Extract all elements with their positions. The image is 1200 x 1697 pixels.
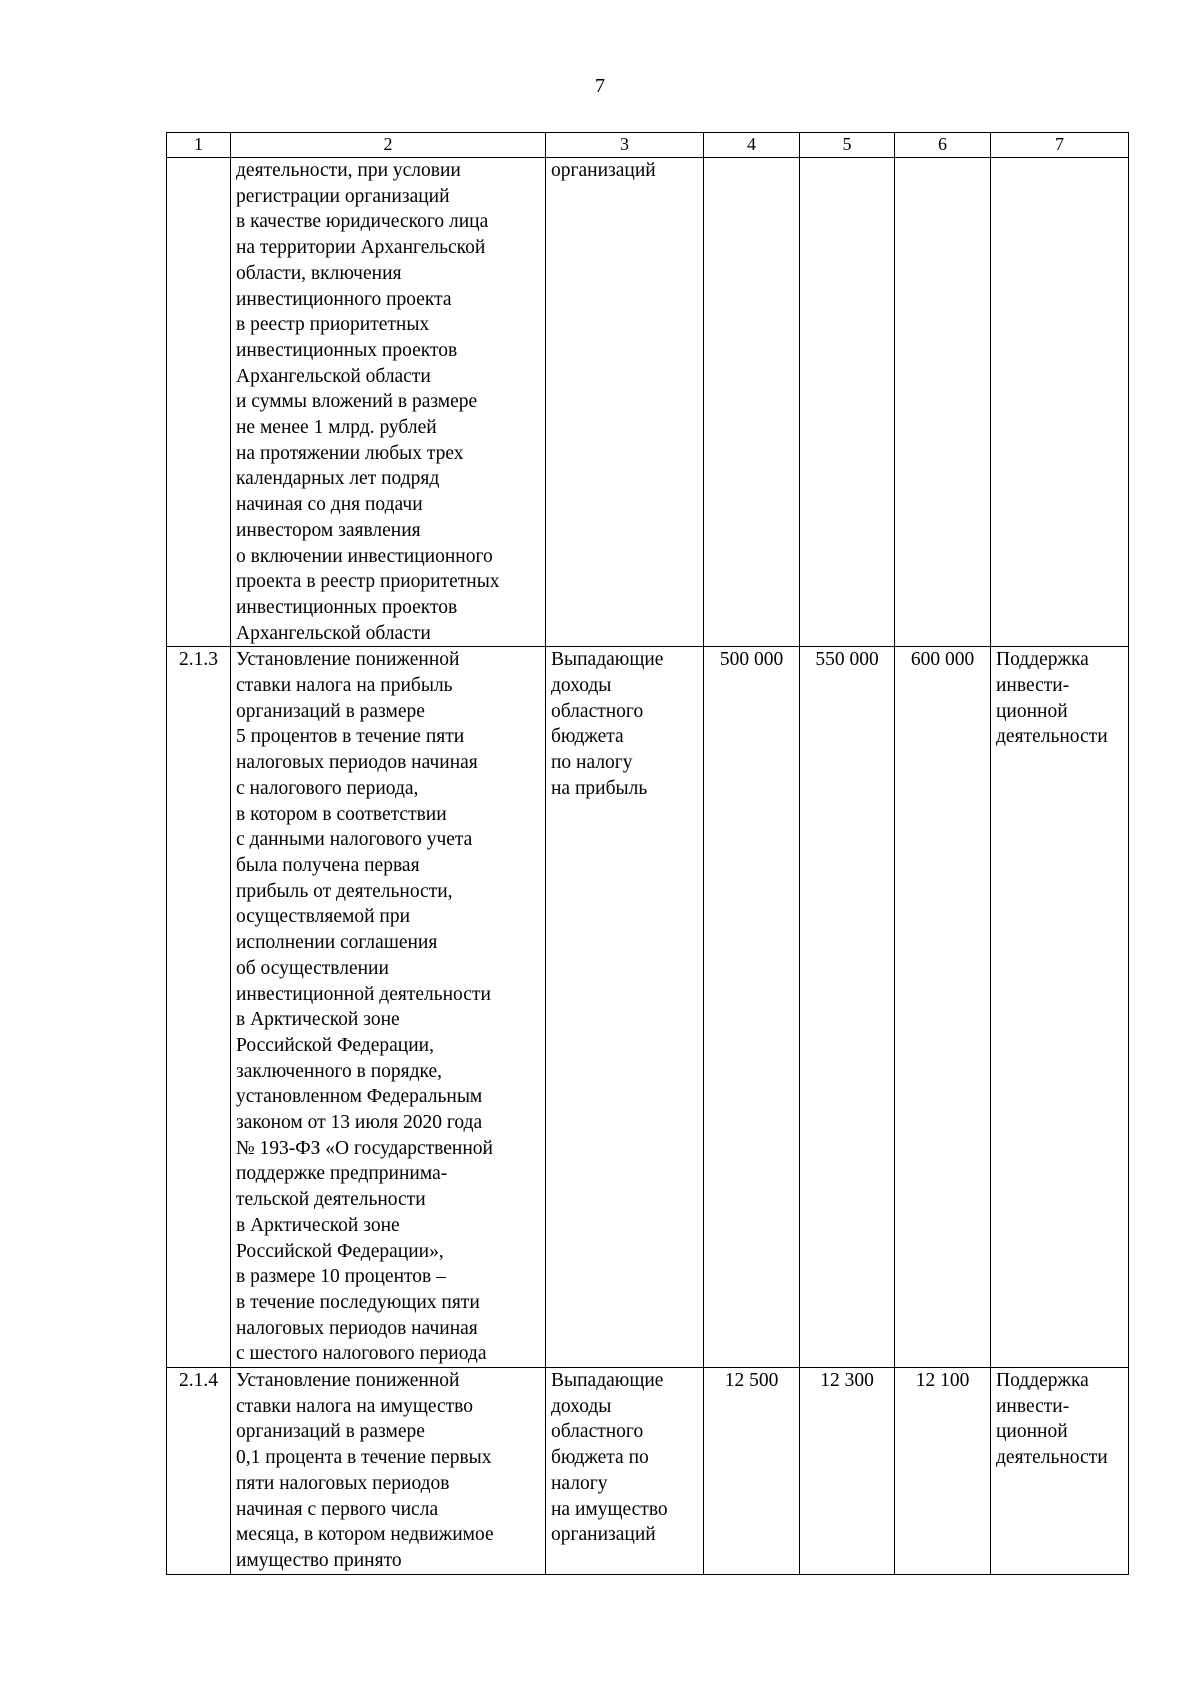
- measure-description-line: Архангельской области: [236, 622, 431, 644]
- goal-cell: [991, 158, 1129, 647]
- table-header-row: [167, 133, 1129, 158]
- value-col4: 500 000: [719, 649, 784, 671]
- measure-description-line: в течение последующих пяти: [236, 1291, 480, 1313]
- indicator-line: налогу: [551, 1472, 608, 1494]
- measure-description-line: Установление пониженной: [236, 1370, 460, 1392]
- measure-description-line: на территории Архангельской: [236, 237, 486, 259]
- indicator-line: организаций: [551, 160, 656, 181]
- measure-description-line: Установление пониженной: [236, 649, 460, 671]
- goal-line: Поддержка: [996, 1370, 1089, 1392]
- goal-line: ционной: [996, 1421, 1068, 1443]
- measure-description-line: календарных лет подряд: [236, 468, 440, 490]
- measure-description-line: осуществляемой при: [236, 906, 411, 928]
- indicator-line: организаций: [551, 1524, 656, 1546]
- value-cell-col6: [895, 158, 991, 647]
- measure-description-cell: [231, 647, 546, 1368]
- indicator-cell: [546, 1368, 704, 1575]
- value-cell-col4: [704, 1368, 800, 1575]
- measure-description-line: инвестором заявления: [236, 519, 421, 541]
- goal-line: Поддержка: [996, 649, 1089, 671]
- indicator-line: Выпадающие: [551, 649, 664, 671]
- measure-description-line: налоговых периодов начиная: [236, 1317, 478, 1339]
- value-col6: 600 000: [910, 649, 975, 671]
- value-col4: 12 500: [724, 1370, 779, 1392]
- page-number: 7: [595, 75, 605, 97]
- measure-description-line: пяти налоговых периодов: [236, 1472, 450, 1494]
- measure-description-line: с налогового периода,: [236, 777, 419, 799]
- measure-description-line: поддержке предпринима-: [236, 1163, 448, 1185]
- header-cell: 3: [546, 133, 704, 158]
- header-cell: 1: [167, 133, 231, 158]
- measure-description-cell: [231, 1368, 546, 1575]
- budget-table: [166, 132, 1129, 1575]
- row-number-cell: [167, 158, 231, 647]
- goal-line: деятельности: [996, 726, 1108, 748]
- value-col5: 550 000: [815, 649, 879, 671]
- measure-description-line: инвестиционных проектов: [236, 596, 458, 618]
- value-cell-col5: [800, 1368, 895, 1575]
- measure-description-line: в реестр приоритетных: [236, 314, 430, 336]
- measure-description-line: Архангельской области: [236, 365, 431, 387]
- indicator-line: на имущество: [551, 1498, 668, 1520]
- measure-description-line: № 193-ФЗ «О государственной: [236, 1137, 493, 1159]
- table-row: [167, 158, 1129, 647]
- measure-description-line: ставки налога на имущество: [236, 1395, 473, 1417]
- indicator-line: бюджета по: [551, 1447, 649, 1469]
- goal-line: инвести-: [996, 675, 1070, 697]
- measure-description-line: ставки налога на прибыль: [236, 675, 453, 697]
- header-cell: 7: [991, 133, 1129, 158]
- header-cell: 2: [231, 133, 546, 158]
- measure-description-line: исполнении соглашения: [236, 932, 438, 954]
- measure-description-line: в размере 10 процентов –: [236, 1266, 446, 1288]
- indicator-line: областного: [551, 700, 644, 722]
- measure-description-line: Российской Федерации,: [236, 1034, 434, 1056]
- goal-line: инвести-: [996, 1395, 1070, 1417]
- value-cell-col4: [704, 647, 800, 1368]
- measure-description-line: 5 процентов в течение пяти: [236, 726, 465, 748]
- measure-description-line: не менее 1 млрд. рублей: [236, 417, 437, 439]
- value-cell-col5: [800, 158, 895, 647]
- measure-description-line: в качестве юридического лица: [236, 211, 489, 233]
- measure-description-line: в Арктической зоне: [236, 1009, 400, 1031]
- measure-description-line: проекта в реестр приоритетных: [236, 571, 500, 593]
- table-row: [167, 647, 1129, 1368]
- measure-description-line: деятельности, при условии: [236, 160, 461, 181]
- header-cell: 5: [800, 133, 895, 158]
- value-cell-col5: [800, 647, 895, 1368]
- measure-description-line: в Арктической зоне: [236, 1214, 400, 1236]
- measure-description-line: организаций в размере: [236, 1421, 425, 1443]
- measure-description-line: начиная с первого числа: [236, 1498, 439, 1520]
- measure-description-line: начиная со дня подачи: [236, 494, 423, 516]
- table-row: [167, 1368, 1129, 1575]
- indicator-line: областного: [551, 1421, 644, 1443]
- measure-description-line: о включении инвестиционного: [236, 545, 493, 567]
- measure-description-line: была получена первая: [236, 854, 420, 876]
- value-cell-col6: [895, 647, 991, 1368]
- measure-description-line: с данными налогового учета: [236, 829, 473, 851]
- goal-cell: [991, 1368, 1129, 1575]
- measure-description-line: на протяжении любых трех: [236, 442, 464, 464]
- goal-cell: [991, 647, 1129, 1368]
- value-cell-col4: [704, 158, 800, 647]
- measure-description-line: организаций в размере: [236, 700, 425, 722]
- indicator-line: на прибыль: [551, 777, 648, 799]
- row-number-cell: [167, 1368, 231, 1575]
- measure-description-line: с шестого налогового периода: [236, 1343, 487, 1365]
- measure-description-line: и суммы вложений в размере: [236, 391, 478, 413]
- indicator-line: Выпадающие: [551, 1370, 664, 1392]
- indicator-line: доходы: [551, 675, 612, 697]
- measure-description-line: месяца, в котором недвижимое: [236, 1524, 494, 1546]
- value-col5: 12 300: [820, 1370, 874, 1392]
- measure-description-cell: [231, 158, 546, 647]
- indicator-line: доходы: [551, 1395, 612, 1417]
- measure-description-line: Российской Федерации»,: [236, 1240, 444, 1262]
- measure-description-line: имущество принято: [236, 1549, 402, 1571]
- measure-description-line: области, включения: [236, 262, 402, 284]
- measure-description-line: инвестиционных проектов: [236, 339, 458, 361]
- row-number-cell: [167, 647, 231, 1368]
- indicator-line: по налогу: [551, 752, 633, 774]
- measure-description-line: регистрации организаций: [236, 185, 450, 207]
- measure-description-line: об осуществлении: [236, 957, 389, 979]
- header-cell: 6: [895, 133, 991, 158]
- indicator-line: бюджета: [551, 726, 624, 748]
- value-cell-col6: [895, 1368, 991, 1575]
- measure-description-line: заключенного в порядке,: [236, 1060, 443, 1082]
- measure-description-line: законом от 13 июля 2020 года: [236, 1112, 483, 1134]
- goal-line: ционной: [996, 700, 1068, 722]
- measure-description-line: налоговых периодов начиная: [236, 752, 478, 774]
- goal-line: деятельности: [996, 1447, 1108, 1469]
- header-cell: 4: [704, 133, 800, 158]
- row-number: 2.1.3: [179, 649, 218, 671]
- measure-description-line: тельской деятельности: [236, 1189, 426, 1211]
- indicator-cell: [546, 647, 704, 1368]
- measure-description-line: инвестиционного проекта: [236, 288, 452, 310]
- measure-description-line: прибыль от деятельности,: [236, 880, 453, 902]
- row-number: 2.1.4: [179, 1370, 218, 1392]
- measure-description-line: в котором в соответствии: [236, 803, 447, 825]
- measure-description-line: 0,1 процента в течение первых: [236, 1447, 492, 1469]
- measure-description-line: инвестиционной деятельности: [236, 983, 491, 1005]
- indicator-cell: [546, 158, 704, 647]
- value-col6: 12 100: [915, 1370, 970, 1392]
- measure-description-line: установленном Федеральным: [236, 1086, 483, 1108]
